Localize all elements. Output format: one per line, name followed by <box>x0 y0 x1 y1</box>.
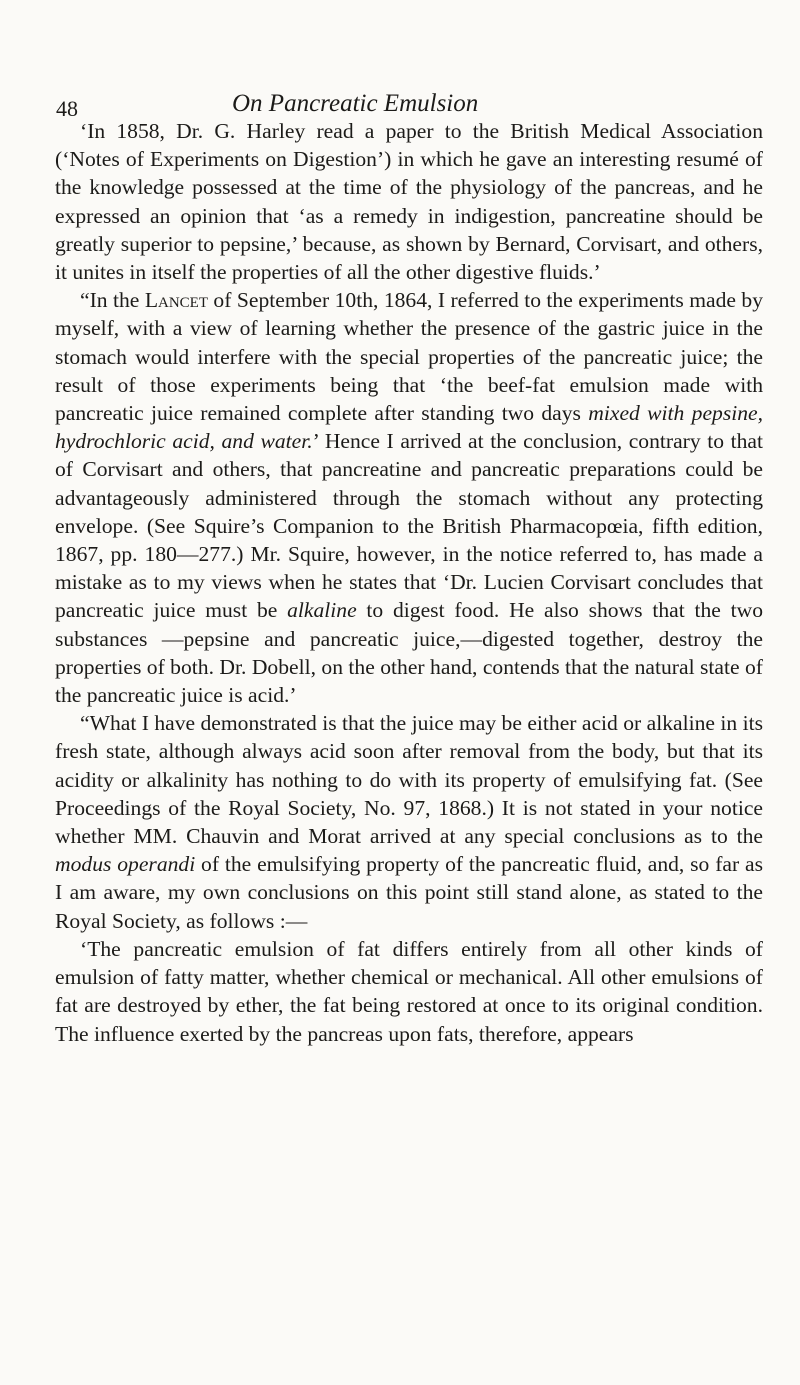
running-head: On Pancreatic Emulsion <box>232 90 479 117</box>
paragraph-harley-quote: ‘In 1858, Dr. G. Harley read a paper to the British Medical Association (‘Notes of Experiments on Digestion’) in which he gave an interesting resumé of the knowledge possessed at the time of the physiology of the pancreas, and he expressed an opinion that ‘as a remedy in indigestion, pancreatine should be greatly superior to pepsine,’ because, as shown by Bernard, Corvisart, and others, it unites in itself the properties of all the other digestive fluids.’ <box>55 119 763 285</box>
paragraph-demonstrated <box>55 709 763 935</box>
paragraph-lancet <box>55 286 763 709</box>
text-run: of the emulsifying property of the pancreatic fluid, and, so far as I am aware, my own conclusions on this point still stand alone, as stated to the Royal Society, as follows :— <box>55 852 763 933</box>
italic-word: alkaline <box>287 598 357 623</box>
journal-name: Lancet <box>144 288 208 313</box>
paragraph-royal-society-quote: ‘The pancreatic emulsion of fat differs entirely from all other kinds of emulsion of fatty matter, whether chemical or mechanical. All other emulsions of fat are destroyed by ether, the fat being restored at once to its original condition. The influence exerted by the pancreas upon fats, therefore, appears <box>55 936 763 1046</box>
italic-phrase: mixed with pepsine, hydrochloric acid, and water. <box>55 401 764 454</box>
italic-phrase: modus operandi <box>55 852 196 877</box>
text-run: to digest food. He also shows that the two substances —pepsine and pancreatic juice,—digested together, destroy the properties of both. Dr. Dobell, on the other hand, contends that the natural state of the pancreatic juice is acid.’ <box>55 598 764 708</box>
page-number: 48 <box>56 96 78 121</box>
text-run: of September 10th, 1864, I referred to the experiments made by myself, with a view of learning whether the presence of the gastric juice in the stomach would interfere with the special properties of the pancreatic juice; the result of those experiments being that ‘the beef-fat emulsion made with pancreatic juice remained complete after standing two days <box>55 288 763 426</box>
text-run: ’ Hence I arrived at the conclusion, contrary to that of Corvisart and others, that pancreatine and pancreatic preparations could be advantageously administered through the stomach without any protecting envelope. (See Squire’s Companion to the British Pharmacopœia, fifth edition, 1867, pp. 180—277.) Mr. Squire, however, in the notice referred to, has made a mistake as to my views when he states that ‘Dr. Lucien Corvisart concludes that pancreatic juice must be <box>55 429 763 623</box>
text-run: “In the <box>80 288 145 313</box>
body-text <box>55 117 763 1048</box>
text-run: “What I have demonstrated is that the juice may be either acid or alkaline in its fresh state, although always acid soon after removal from the body, but that its acidity or alkalinity has nothing to do with its property of emulsifying fat. (See Proceedings of the Royal Society, No. 97, 1868.) It is not stated in your notice whether MM. Chauvin and Morat arrived at any special conclusions as to the <box>55 711 763 849</box>
